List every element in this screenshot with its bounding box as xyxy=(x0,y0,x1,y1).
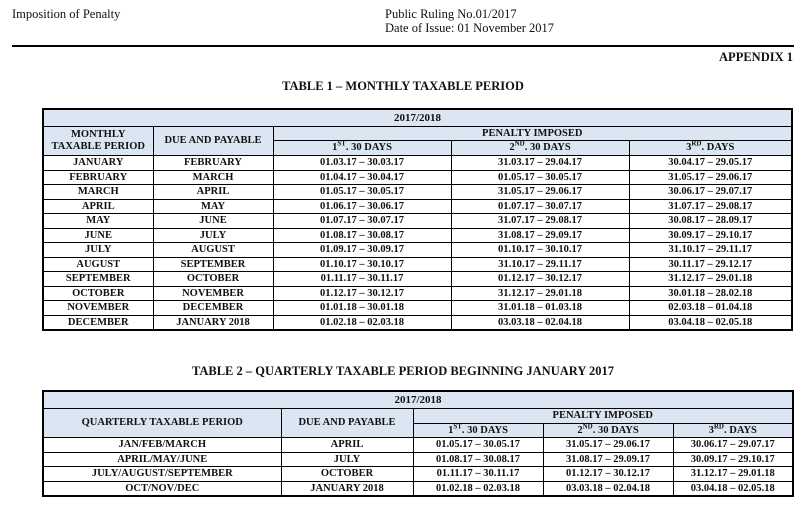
penalty-3rd-cell: 30.04.17 – 29.05.17 xyxy=(629,156,792,171)
period-cell: JUNE xyxy=(43,228,153,243)
table-row xyxy=(43,272,792,287)
period-cell: MARCH xyxy=(43,185,153,200)
penalty-1st-cell: 01.06.17 – 30.06.17 xyxy=(273,199,451,214)
col-header-2nd-30-days xyxy=(543,423,673,438)
due-cell: APRIL xyxy=(153,185,273,200)
penalty-3rd-cell: 31.10.17 – 29.11.17 xyxy=(629,243,792,258)
penalty-3rd-cell: 03.04.18 – 02.05.18 xyxy=(673,481,793,496)
table-row xyxy=(43,481,793,496)
year-header: 2017/2018 xyxy=(43,391,793,409)
table-row xyxy=(43,286,792,301)
subcol-number: 3 xyxy=(686,142,692,154)
period-cell: APRIL/MAY/JUNE xyxy=(43,452,281,467)
col-header-1st-30-days xyxy=(273,141,451,156)
period-cell: JAN/FEB/MARCH xyxy=(43,438,281,453)
penalty-1st-cell: 01.05.17 – 30.05.17 xyxy=(413,438,543,453)
penalty-1st-cell: 01.02.18 – 02.03.18 xyxy=(413,481,543,496)
table-row xyxy=(43,228,792,243)
table-row xyxy=(43,438,793,453)
due-cell: JULY xyxy=(153,228,273,243)
penalty-2nd-cell: 03.03.18 – 02.04.18 xyxy=(451,315,629,330)
table-row xyxy=(43,199,792,214)
penalty-1st-cell: 01.02.18 – 02.03.18 xyxy=(273,315,451,330)
col-header-due-and-payable: DUE AND PAYABLE xyxy=(153,126,273,155)
subcol-ordinal: ST xyxy=(453,423,462,431)
subcol-text: . DAYS xyxy=(701,142,735,154)
document-header xyxy=(0,0,806,36)
table-row xyxy=(43,185,792,200)
subcol-text: . 30 DAYS xyxy=(592,424,639,436)
penalty-2nd-cell: 31.12.17 – 29.01.18 xyxy=(451,286,629,301)
monthly-taxable-period-table xyxy=(42,108,793,331)
table-row xyxy=(43,170,792,185)
appendix-label: APPENDIX 1 xyxy=(719,49,793,64)
table-row xyxy=(43,257,792,272)
subcol-text: . 30 DAYS xyxy=(524,142,571,154)
subcol-number: 2 xyxy=(577,424,583,436)
column-header-row xyxy=(43,409,793,424)
penalty-1st-cell: 01.08.17 – 30.08.17 xyxy=(273,228,451,243)
penalty-3rd-cell: 31.07.17 – 29.08.17 xyxy=(629,199,792,214)
period-cell: OCT/NOV/DEC xyxy=(43,481,281,496)
col-header-quarterly-taxable-period: QUARTERLY TAXABLE PERIOD xyxy=(43,409,281,438)
penalty-1st-cell: 01.04.17 – 30.04.17 xyxy=(273,170,451,185)
col-header-due-and-payable: DUE AND PAYABLE xyxy=(281,409,413,438)
col-header-3rd-days xyxy=(629,141,792,156)
col-header-penalty-imposed: PENALTY IMPOSED xyxy=(413,409,793,424)
table1-title: TABLE 1 – MONTHLY TAXABLE PERIOD xyxy=(282,78,524,93)
penalty-2nd-cell: 01.07.17 – 30.07.17 xyxy=(451,199,629,214)
table2-title: TABLE 2 – QUARTERLY TAXABLE PERIOD BEGINNING JANUARY 2017 xyxy=(191,364,615,379)
penalty-1st-cell: 01.07.17 – 30.07.17 xyxy=(273,214,451,229)
period-cell: MAY xyxy=(43,214,153,229)
penalty-2nd-cell: 31.05.17 – 29.06.17 xyxy=(543,438,673,453)
due-cell: NOVEMBER xyxy=(153,286,273,301)
penalty-3rd-cell: 31.12.17 – 29.01.18 xyxy=(629,272,792,287)
penalty-1st-cell: 01.01.18 – 30.01.18 xyxy=(273,301,451,316)
due-cell: JANUARY 2018 xyxy=(281,481,413,496)
penalty-2nd-cell: 31.05.17 – 29.06.17 xyxy=(451,185,629,200)
table-row xyxy=(43,156,792,171)
subcol-text: . 30 DAYS xyxy=(461,424,508,436)
due-cell: JULY xyxy=(281,452,413,467)
year-header-row xyxy=(43,391,793,409)
ruling-number: Public Ruling No.01/2017 xyxy=(385,7,517,21)
penalty-1st-cell: 01.05.17 – 30.05.17 xyxy=(273,185,451,200)
due-cell: JANUARY 2018 xyxy=(153,315,273,330)
period-cell: SEPTEMBER xyxy=(43,272,153,287)
penalty-2nd-cell: 31.03.17 – 29.04.17 xyxy=(451,156,629,171)
date-of-issue: Date of Issue: 01 November 2017 xyxy=(385,21,555,36)
doc-title: Imposition of Penalty xyxy=(12,7,121,21)
period-cell: APRIL xyxy=(43,199,153,214)
penalty-3rd-cell: 31.12.17 – 29.01.18 xyxy=(673,467,793,482)
penalty-2nd-cell: 03.03.18 – 02.04.18 xyxy=(543,481,673,496)
year-header-row xyxy=(43,109,792,127)
table-row xyxy=(43,301,792,316)
period-cell: DECEMBER xyxy=(43,315,153,330)
due-cell: MAY xyxy=(153,199,273,214)
due-cell: MARCH xyxy=(153,170,273,185)
penalty-3rd-cell: 03.04.18 – 02.05.18 xyxy=(629,315,792,330)
header-divider xyxy=(12,45,794,47)
due-cell: SEPTEMBER xyxy=(153,257,273,272)
subcol-ordinal: ND xyxy=(514,140,525,148)
period-cell: JULY xyxy=(43,243,153,258)
table-row xyxy=(43,214,792,229)
penalty-2nd-cell: 01.12.17 – 30.12.17 xyxy=(451,272,629,287)
due-cell: JUNE xyxy=(153,214,273,229)
subcol-text: . 30 DAYS xyxy=(345,142,392,154)
period-cell: JANUARY xyxy=(43,156,153,171)
due-cell: APRIL xyxy=(281,438,413,453)
penalty-2nd-cell: 01.10.17 – 30.10.17 xyxy=(451,243,629,258)
penalty-1st-cell: 01.08.17 – 30.08.17 xyxy=(413,452,543,467)
penalty-3rd-cell: 30.09.17 – 29.10.17 xyxy=(629,228,792,243)
quarterly-taxable-period-table xyxy=(42,390,794,497)
col-header-monthly-taxable-period: MONTHLY TAXABLE PERIOD xyxy=(43,126,153,155)
col-header-1st-30-days xyxy=(413,423,543,438)
due-cell: FEBRUARY xyxy=(153,156,273,171)
year-header: 2017/2018 xyxy=(43,109,792,127)
table-row xyxy=(43,315,792,330)
penalty-2nd-cell: 31.01.18 – 01.03.18 xyxy=(451,301,629,316)
penalty-3rd-cell: 30.06.17 – 29.07.17 xyxy=(673,438,793,453)
penalty-1st-cell: 01.03.17 – 30.03.17 xyxy=(273,156,451,171)
subcol-ordinal: ND xyxy=(582,423,593,431)
penalty-2nd-cell: 31.08.17 – 29.09.17 xyxy=(451,228,629,243)
due-cell: OCTOBER xyxy=(153,272,273,287)
period-cell: NOVEMBER xyxy=(43,301,153,316)
period-cell: AUGUST xyxy=(43,257,153,272)
penalty-1st-cell: 01.11.17 – 30.11.17 xyxy=(273,272,451,287)
subcol-ordinal: ST xyxy=(337,140,346,148)
penalty-3rd-cell: 31.05.17 – 29.06.17 xyxy=(629,170,792,185)
ruling-info-block xyxy=(385,7,554,36)
penalty-3rd-cell: 30.11.17 – 29.12.17 xyxy=(629,257,792,272)
penalty-3rd-cell: 30.06.17 – 29.07.17 xyxy=(629,185,792,200)
penalty-2nd-cell: 31.07.17 – 29.08.17 xyxy=(451,214,629,229)
table-row xyxy=(43,467,793,482)
subcol-text: . DAYS xyxy=(724,424,757,436)
due-cell: AUGUST xyxy=(153,243,273,258)
due-cell: DECEMBER xyxy=(153,301,273,316)
penalty-1st-cell: 01.11.17 – 30.11.17 xyxy=(413,467,543,482)
subcol-number: 3 xyxy=(708,424,714,436)
subcol-number: 1 xyxy=(448,424,454,436)
subcol-number: 1 xyxy=(332,142,338,154)
penalty-2nd-cell: 01.05.17 – 30.05.17 xyxy=(451,170,629,185)
table-row xyxy=(43,243,792,258)
subcol-ordinal: RD xyxy=(691,140,702,148)
penalty-2nd-cell: 01.12.17 – 30.12.17 xyxy=(543,467,673,482)
penalty-3rd-cell: 30.01.18 – 28.02.18 xyxy=(629,286,792,301)
col-header-2nd-30-days xyxy=(451,141,629,156)
col-header-3rd-days xyxy=(673,423,793,438)
subcol-number: 2 xyxy=(509,142,515,154)
penalty-2nd-cell: 31.08.17 – 29.09.17 xyxy=(543,452,673,467)
subcol-ordinal: RD xyxy=(713,423,724,431)
penalty-1st-cell: 01.12.17 – 30.12.17 xyxy=(273,286,451,301)
penalty-3rd-cell: 30.08.17 – 28.09.17 xyxy=(629,214,792,229)
period-cell: FEBRUARY xyxy=(43,170,153,185)
penalty-1st-cell: 01.09.17 – 30.09.17 xyxy=(273,243,451,258)
period-cell: JULY/AUGUST/SEPTEMBER xyxy=(43,467,281,482)
penalty-1st-cell: 01.10.17 – 30.10.17 xyxy=(273,257,451,272)
penalty-3rd-cell: 02.03.18 – 01.04.18 xyxy=(629,301,792,316)
table-row xyxy=(43,452,793,467)
due-cell: OCTOBER xyxy=(281,467,413,482)
col-header-penalty-imposed: PENALTY IMPOSED xyxy=(273,126,792,141)
penalty-2nd-cell: 31.10.17 – 29.11.17 xyxy=(451,257,629,272)
penalty-3rd-cell: 30.09.17 – 29.10.17 xyxy=(673,452,793,467)
period-cell: OCTOBER xyxy=(43,286,153,301)
column-header-row xyxy=(43,126,792,141)
